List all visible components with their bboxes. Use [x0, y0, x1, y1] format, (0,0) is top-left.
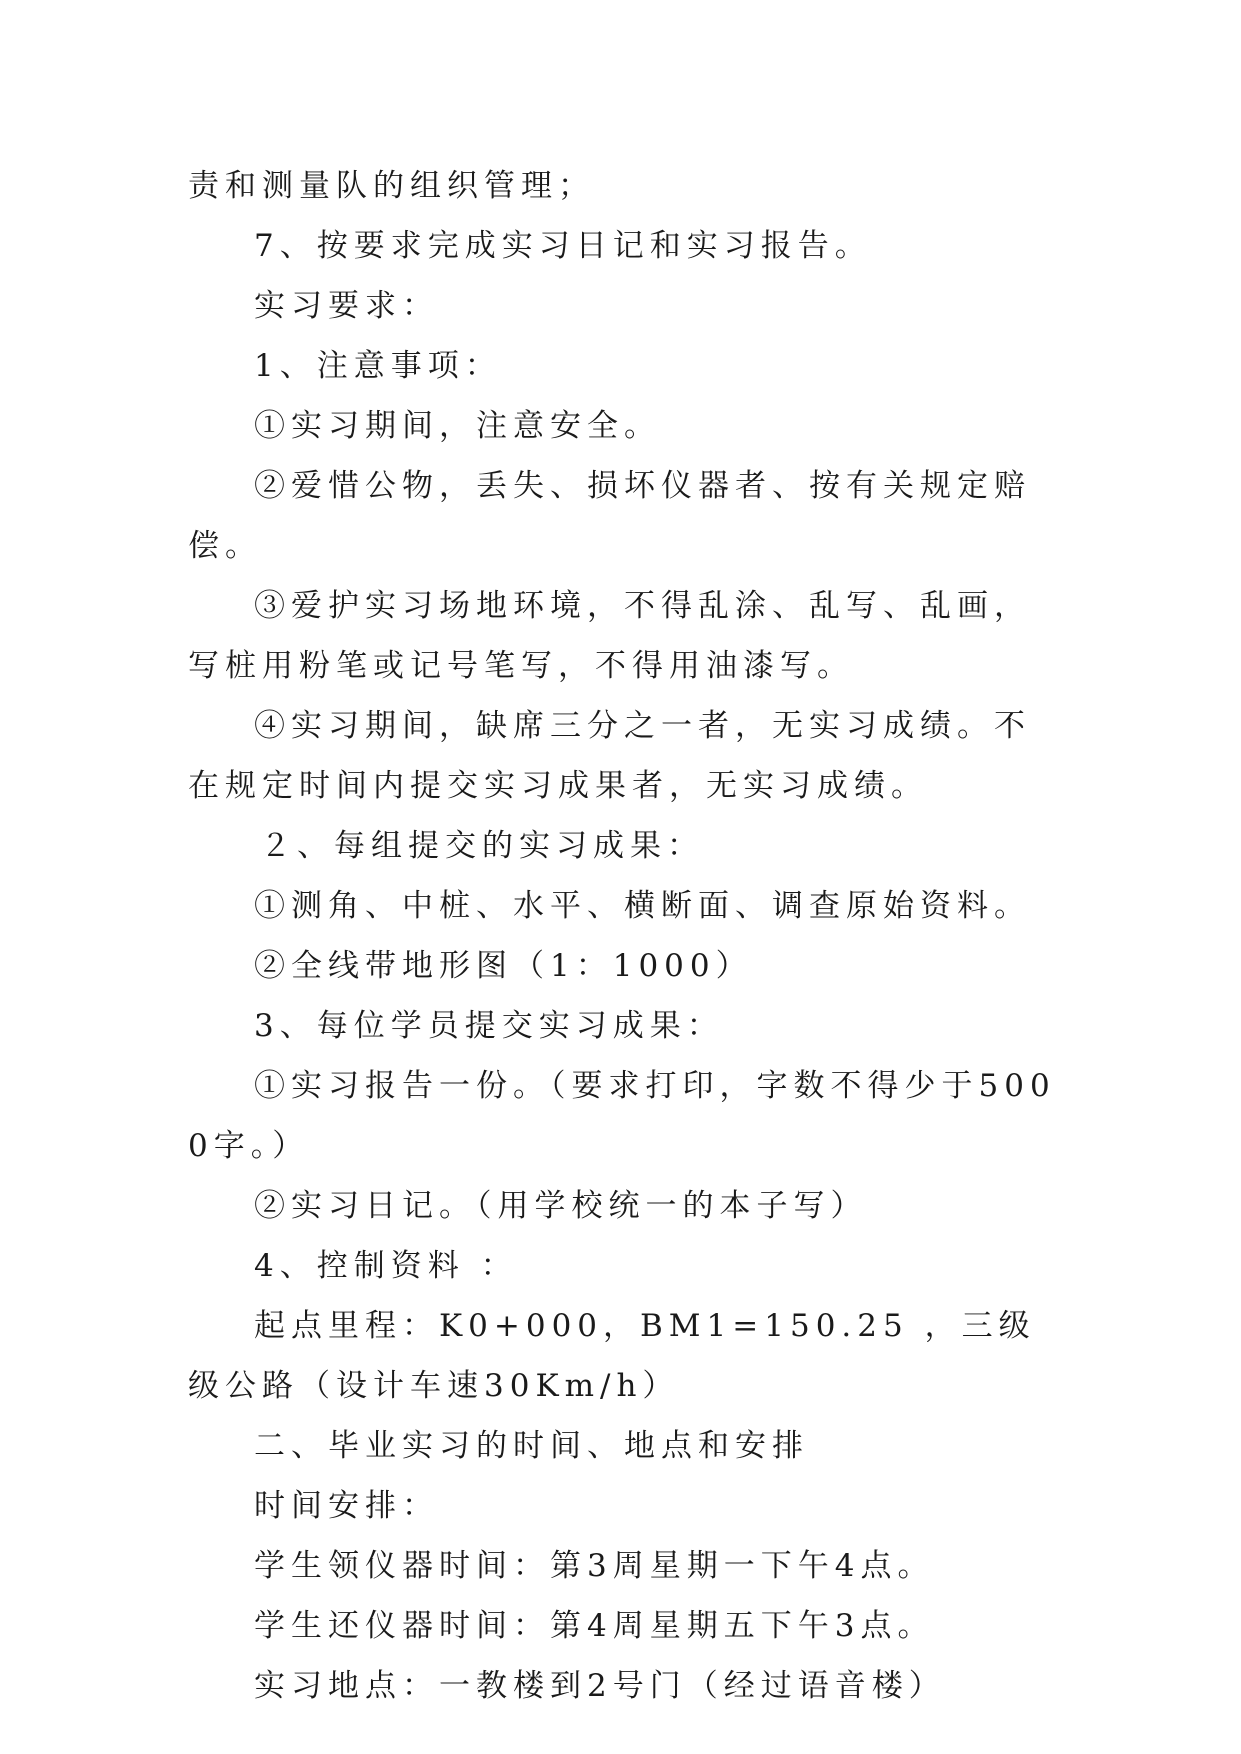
heading-requirements: 实习要求： — [254, 288, 439, 324]
paragraph-continuation: 责和测量队的组织管理； — [188, 168, 595, 204]
paragraph-item-7: 7、按要求完成实习日记和实习报告。 — [254, 228, 872, 264]
heading-control-data: 4、控制资料 ： — [254, 1248, 518, 1284]
note-environment: ③爱护实习场地环境，不得乱涂、乱写、乱画，写桩用粉笔或记号笔写，不得用油漆写。 — [188, 588, 1031, 684]
document-body — [188, 156, 1056, 1716]
heading-section-two: 二、毕业实习的时间、地点和安排 — [254, 1428, 809, 1464]
schedule-return: 学生还仪器时间：第4周星期五下午3点。 — [254, 1608, 935, 1644]
heading-schedule: 时间安排： — [254, 1488, 439, 1524]
student-result-report: ①实习报告一份。（要求打印，字数不得少于5000字。） — [188, 1068, 1056, 1164]
student-result-diary: ②实习日记。（用学校统一的本子写） — [254, 1188, 868, 1224]
internship-location: 实习地点：一教楼到2号门（经过语音楼） — [254, 1668, 946, 1704]
group-result-map: ②全线带地形图（1：1000） — [254, 948, 753, 984]
heading-notes: 1、注意事项： — [254, 348, 502, 384]
schedule-pickup: 学生领仪器时间：第3周星期一下午4点。 — [254, 1548, 935, 1584]
note-equipment: ②爱惜公物，丢失、损坏仪器者、按有关规定赔偿。 — [188, 468, 1031, 564]
heading-student-results: 3、每位学员提交实习成果： — [254, 1008, 724, 1044]
group-result-raw-data: ①测角、中桩、水平、横断面、调查原始资料。 — [254, 888, 1031, 924]
note-attendance: ④实习期间，缺席三分之一者，无实习成绩。不在规定时间内提交实习成果者，无实习成绩。 — [188, 708, 1031, 804]
note-safety: ①实习期间，注意安全。 — [254, 408, 661, 444]
control-data-details: 起点里程：K0+000，BM1=150.25 ，三级级公路（设计车速30Km/h） — [188, 1308, 1036, 1404]
heading-group-results: ２、每组提交的实习成果： — [260, 828, 704, 864]
